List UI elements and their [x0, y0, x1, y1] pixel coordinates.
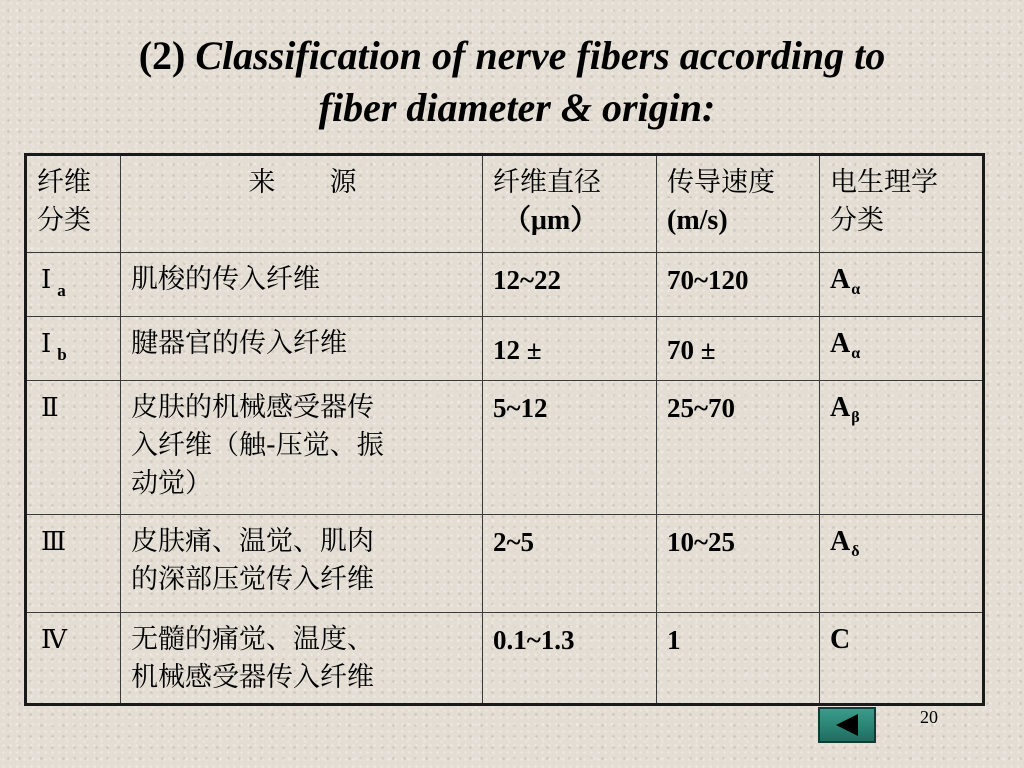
header-origin-text: 来 源 [248, 167, 357, 198]
table-row [26, 317, 984, 381]
page-number: 20 [920, 707, 938, 727]
row-electro-cell [820, 515, 984, 613]
row-class-sub: b [57, 345, 67, 364]
row-class-sub: a [57, 281, 66, 300]
row-origin-line3: 动觉） [131, 468, 212, 499]
header-classification [26, 155, 121, 253]
row-origin-cell [121, 515, 483, 613]
row-velocity: 10~25 [657, 515, 820, 613]
back-button[interactable] [818, 707, 876, 743]
row-diameter: 2~5 [483, 515, 657, 613]
row-electro: C [830, 624, 851, 655]
row-electro-cell [820, 317, 984, 381]
row-class-cell [26, 515, 121, 613]
row-class-cell [26, 317, 121, 381]
row-origin-line1: 腱器官的传入纤维 [131, 328, 347, 359]
header-origin [121, 155, 483, 253]
table-row [26, 613, 984, 705]
table-row [26, 253, 984, 317]
row-electro: A [830, 328, 851, 359]
row-velocity: 70 ± [657, 317, 820, 381]
row-origin-line1: 皮肤的机械感受器传 [131, 392, 374, 423]
row-origin-line1: 肌梭的传入纤维 [131, 264, 320, 295]
row-origin-line1: 无髓的痛觉、温度、 [131, 624, 374, 655]
row-diameter: 12 ± [483, 317, 657, 381]
row-class-cell [26, 613, 121, 705]
row-electro-sub: α [851, 345, 861, 362]
row-electro-sub: α [851, 281, 861, 298]
row-class: Ⅲ [41, 527, 67, 557]
title-prefix: (2) [138, 33, 186, 78]
title-line-2: fiber diameter & origin: [318, 85, 716, 130]
row-velocity: 25~70 [657, 381, 820, 515]
row-origin-cell [121, 317, 483, 381]
header-diameter-line2: （μm） [503, 205, 599, 236]
row-electro-sub: β [851, 409, 860, 426]
row-class: Ⅰ [41, 329, 52, 359]
row-class: Ⅰ [41, 265, 52, 295]
row-class-cell [26, 253, 121, 317]
header-electro-line2: 分类 [830, 205, 884, 236]
row-electro-cell [820, 613, 984, 705]
row-electro: A [830, 264, 851, 295]
row-diameter: 12~22 [483, 253, 657, 317]
row-origin-line2: 入纤维（触-压觉、振 [131, 430, 384, 461]
table-row [26, 381, 984, 515]
row-electro-sub: δ [851, 543, 860, 560]
row-origin-cell [121, 613, 483, 705]
nerve-fiber-table [24, 153, 985, 706]
row-class: Ⅳ [41, 625, 67, 655]
row-origin-line2: 机械感受器传入纤维 [131, 662, 374, 693]
table-header-row [26, 155, 984, 253]
header-electro-line1: 电生理学 [830, 167, 938, 198]
row-origin-cell [121, 253, 483, 317]
row-velocity: 1 [657, 613, 820, 705]
triangle-left-icon [836, 714, 858, 736]
header-velocity [657, 155, 820, 253]
row-velocity: 70~120 [657, 253, 820, 317]
row-origin-cell [121, 381, 483, 515]
header-diameter [483, 155, 657, 253]
row-origin-line2: 的深部压觉传入纤维 [131, 564, 374, 595]
header-velocity-line1: 传导速度 [667, 167, 775, 198]
header-velocity-line2: (m/s) [667, 205, 728, 236]
row-class-cell [26, 381, 121, 515]
header-classification-line1: 纤维 [37, 167, 91, 198]
row-diameter: 5~12 [483, 381, 657, 515]
row-origin-line1: 皮肤痛、温觉、肌肉 [131, 526, 374, 557]
header-classification-line2: 分类 [37, 205, 91, 236]
title-line-1: Classification of nerve fibers according to [195, 33, 886, 78]
header-electro [820, 155, 984, 253]
row-diameter: 0.1~1.3 [483, 613, 657, 705]
table-row [26, 515, 984, 613]
row-electro: A [830, 392, 851, 423]
row-electro-cell [820, 381, 984, 515]
header-diameter-line1: 纤维直径 [493, 167, 601, 198]
row-class: Ⅱ [41, 393, 59, 423]
row-electro: A [830, 526, 851, 557]
slide-title [0, 30, 1024, 134]
row-electro-cell [820, 253, 984, 317]
